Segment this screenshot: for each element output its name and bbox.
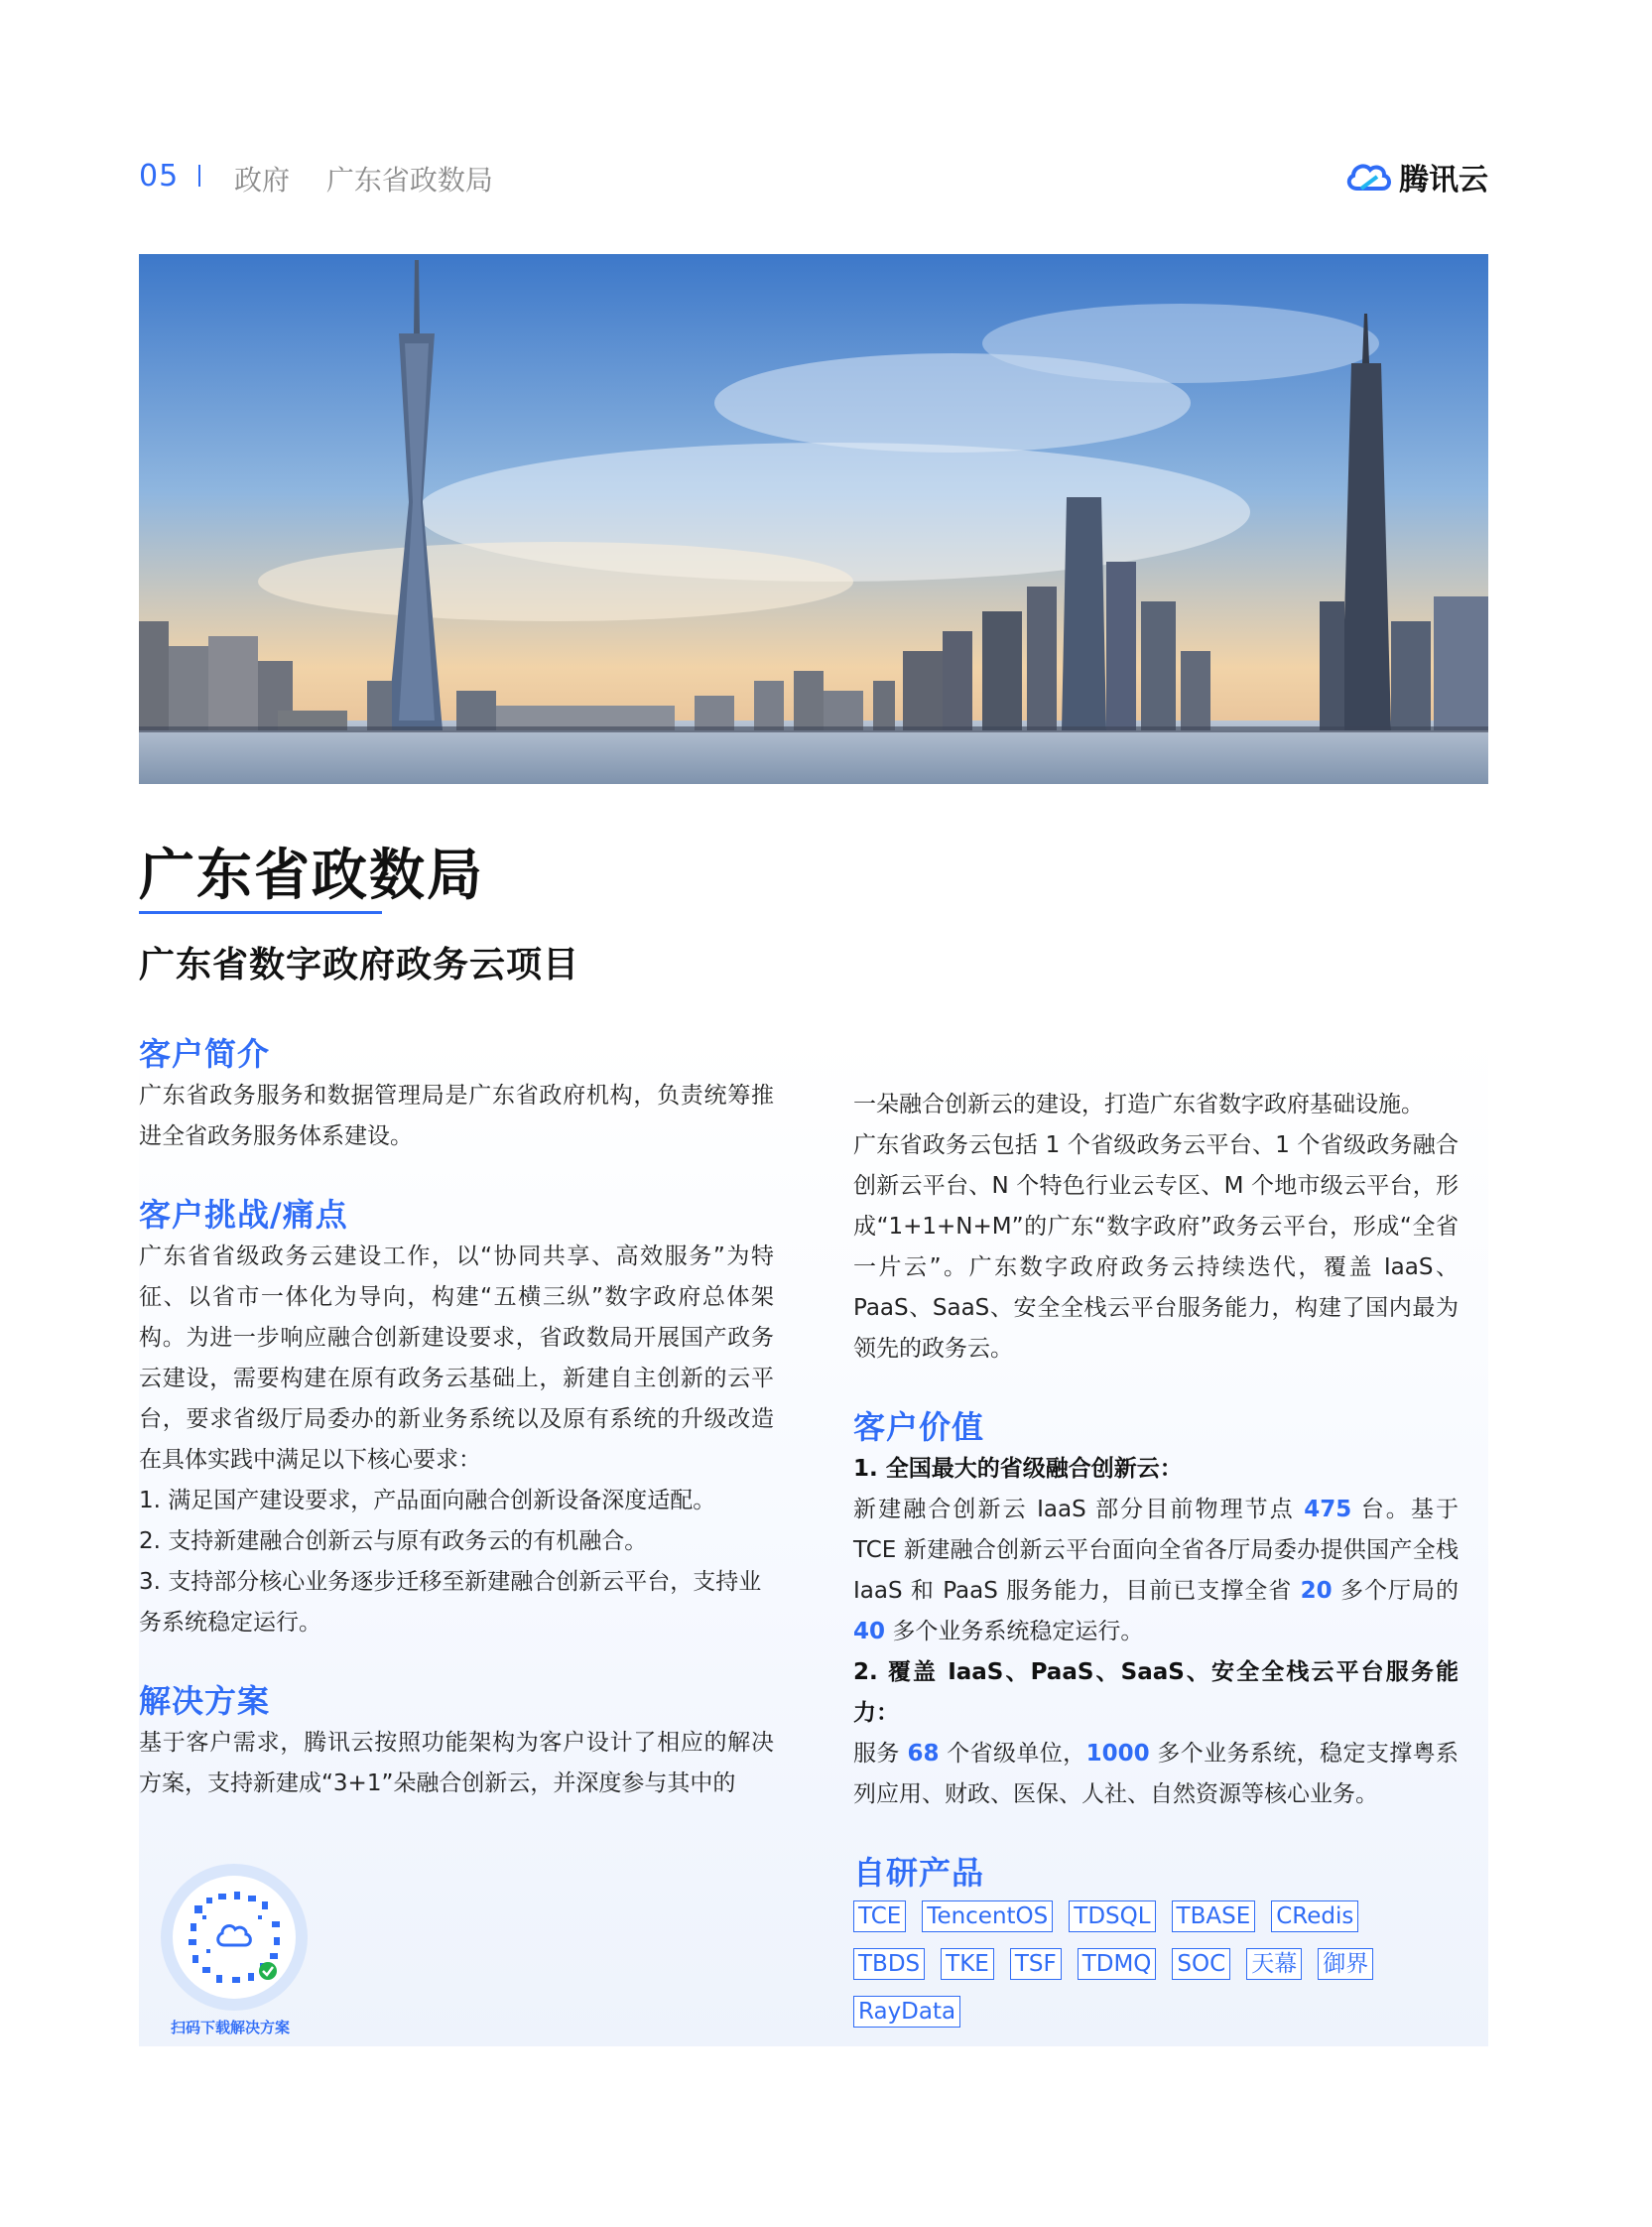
challenge-item: 3. 支持部分核心业务逐步迁移至新建融合创新云平台，支持业务系统稳定运行。	[139, 1569, 762, 1636]
challenge-item: 1. 满足国产建设要求，产品面向融合创新设备深度适配。	[139, 1488, 716, 1513]
product-tag[interactable]: TencentOS	[922, 1900, 1053, 1932]
product-tag[interactable]: TBDS	[853, 1948, 925, 1980]
product-tag[interactable]: TDMQ	[1078, 1948, 1157, 1980]
stat-systems: 1000	[1085, 1741, 1150, 1767]
left-column	[139, 1032, 774, 1804]
title-underline	[139, 911, 382, 914]
value-point-2-title: 2. 覆盖 IaaS、PaaS、SaaS、安全全栈云平台服务能力：	[853, 1659, 1459, 1726]
qr-code-icon	[173, 1876, 296, 1999]
product-tag[interactable]: 御界	[1318, 1948, 1373, 1980]
product-tag[interactable]: SOC	[1172, 1948, 1230, 1980]
stat-departments: 20	[1300, 1578, 1333, 1604]
breadcrumb	[234, 159, 521, 198]
brand-name: 腾讯云	[1399, 163, 1488, 197]
solution-continued-text: 一朵融合创新云的建设，打造广东省数字政府基础设施。	[853, 1092, 1424, 1117]
page-number: 05	[139, 159, 180, 194]
stat-physical-nodes: 475	[1304, 1497, 1352, 1522]
qr-caption: 扫码下载解决方案	[171, 2019, 291, 2036]
page-header	[139, 159, 1488, 202]
solution-text: 基于客户需求，腾讯云按照功能架构为客户设计了相应的解决方案，支持新建成“3+1”朵融合创新云，并深度参与其中的	[139, 1730, 774, 1796]
tencent-cloud-logo-icon	[1343, 159, 1393, 195]
section-heading-value: 客户价值	[853, 1408, 985, 1446]
product-tag[interactable]: TBASE	[1172, 1900, 1256, 1932]
breadcrumb-item[interactable]: 广东省政数局	[325, 164, 493, 196]
product-tag[interactable]: TKE	[941, 1948, 994, 1980]
section-heading-solution: 解决方案	[139, 1682, 271, 1720]
value-point-1-text: 新建融合创新云 IaaS 部分目前物理节点 475 台。基于 TCE 新建融合创新云平台面向全省各厅局委办提供国产全栈 IaaS 和 PaaS 服务能力，目前已支撑全省 20 多个厅局的 40 多个业务系统稳定运行。	[853, 1497, 1460, 1644]
page-subtitle: 广东省数字政府政务云项目	[139, 945, 580, 985]
stat-provincial-units: 68	[907, 1741, 940, 1767]
value-point-2-text: 服务 68 个省级单位，1000 多个业务系统，稳定支撑粤系列应用、财政、医保、人社、自然资源等核心业务。	[853, 1741, 1460, 1807]
product-tags	[853, 1900, 1459, 2043]
hero-cityscape-image	[139, 254, 1488, 784]
section-heading-products: 自研产品	[853, 1854, 985, 1892]
intro-text: 广东省政务服务和数据管理局是广东省政府机构，负责统筹推进全省政务服务体系建设。	[139, 1083, 774, 1149]
page-title: 广东省政数局	[139, 844, 484, 908]
section-heading-challenges: 客户挑战/痛点	[139, 1196, 348, 1234]
right-column	[853, 1085, 1459, 2043]
solution-detail-text: 广东省政务云包括 1 个省级政务云平台、1 个省级政务融合创新云平台、N 个特色行业云专区、M 个地市级云平台，形成“1+1+N+M”的广东“数字政府”政务云平台，形成“全省一片云”。广东数字政府政务云持续迭代，覆盖 IaaS、PaaS、SaaS、安全全栈云平台服务能力，构建了国内最为领先的政务云。	[853, 1132, 1459, 1362]
product-tag[interactable]: TCE	[853, 1900, 906, 1932]
product-tag[interactable]: 天幕	[1246, 1948, 1302, 1980]
challenge-item: 2. 支持新建融合创新云与原有政务云的有机融合。	[139, 1528, 648, 1554]
value-point-1-title: 1. 全国最大的省级融合创新云：	[853, 1456, 1183, 1482]
challenges-text: 广东省省级政务云建设工作，以“协同共享、高效服务”为特征、以省市一体化为导向，构建“五横三纵”数字政府总体架构。为进一步响应融合创新建设要求，省政数局开展国产政务云建设，需要构建在原有政务云基础上，新建自主创新的云平台，要求省级厅局委办的新业务系统以及原有系统的升级改造在具体实践中满足以下核心要求：	[139, 1244, 774, 1473]
breadcrumb-item[interactable]: 政府	[234, 164, 291, 196]
stat-business-systems: 40	[853, 1619, 886, 1644]
product-tag[interactable]: RayData	[853, 1996, 960, 2028]
product-tag[interactable]: CRedis	[1271, 1900, 1358, 1932]
qr-code[interactable]	[161, 1864, 308, 2011]
header-divider	[198, 165, 200, 187]
brand-logo[interactable]	[1343, 155, 1488, 198]
product-tag[interactable]: TDSQL	[1069, 1900, 1155, 1932]
section-heading-intro: 客户简介	[139, 1035, 271, 1073]
product-tag[interactable]: TSF	[1010, 1948, 1062, 1980]
